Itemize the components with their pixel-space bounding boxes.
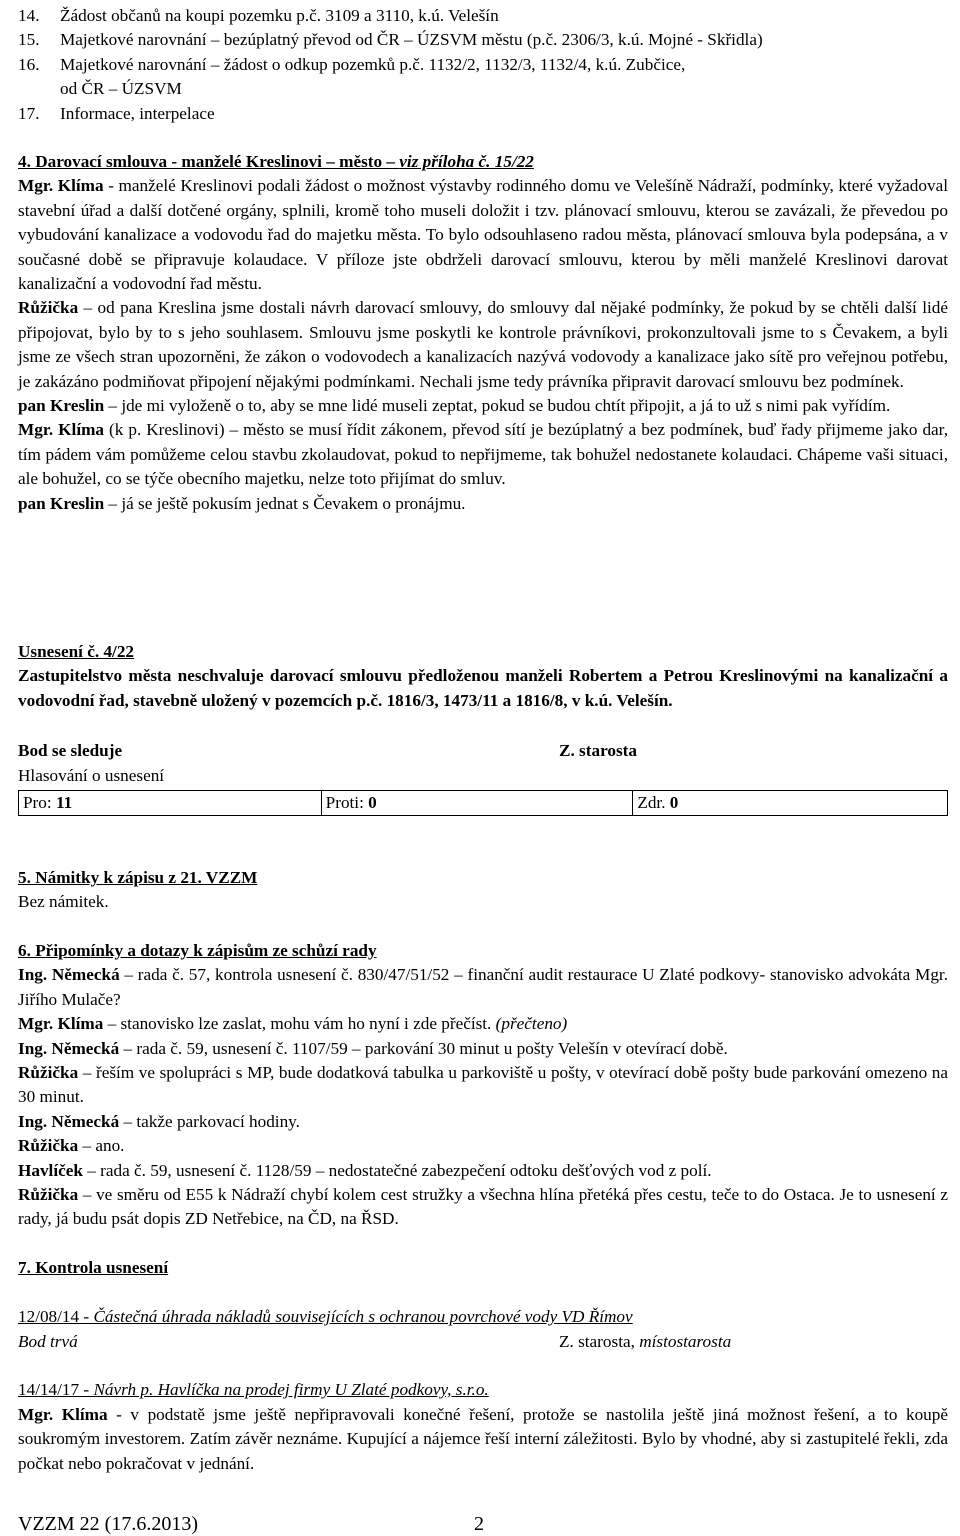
resolution-title: Usnesení č. 4/22 [18, 642, 135, 661]
section-4-heading: 4. Darovací smlouva - manželé Kreslinovi – město – viz příloha č. 15/22 [18, 152, 534, 171]
speech-paragraph: pan Kreslin – jde mi vyloženě o to, aby se mne lidé museli zeptat, pokud se budou chtít připojit, a já to už s nimi pak vyřídím. [18, 396, 891, 416]
vote-proti-cell: Proti: 0 [321, 791, 633, 816]
speech-paragraph: Mgr. Klíma – stanovisko lze zaslat, mohu vám ho nyní i zde přečíst. (přečteno) [18, 1014, 568, 1034]
speech-paragraph: Mgr. Klíma - manželé Kreslinovi podali žádost o možnost výstavby rodinného domu ve Velešíně Nádraží, podmínky, které vyžadoval stavební úřad a další dotčené orgány, splnili, kromě toho museli doložit i tzv. plánovací smlouvu, kterou se zavázali, že převedou po vybudování kanalizace a vodovodu řad do majetku města. To bylo odsouhlaseno radou města, plánovací smlouva byla podepsána, a v současné době se připravuje kolaudace. V příloze jste obdrželi darovací smlouvu, kterou by měli manželé Kreslinovi darovat kanalizační a vodovodní řad městu. [18, 176, 948, 294]
speech-paragraph: Růžička – řeším ve spolupráci s MP, bude dodatková tabulka u parkoviště u pošty, v otevírací době pošty bude parkování omezeno na 30 minut. [18, 1063, 948, 1107]
section-5 [18, 866, 948, 915]
section-4 [18, 150, 948, 516]
speech-paragraph: Mgr. Klíma (k p. Kreslinovi) – město se musí řídit zákonem, převod sítí je bezúplatný a bez podmínek, buď řady přijmeme jako dar, tím pádem vám pomůžeme celou stavbu zkolaudovat, pokud to nepřijmeme, tak bohužel nedostanete kolaudaci. Chápeme vaši situaci, ale bohužel, co se týče obecního majetku, nelze toto přijímat do smluv. [18, 420, 949, 489]
speech-paragraph: Růžička – ve směru od E55 k Nádraží chybí kolem cest stružky a všechna hlína přetéká přes cestu, teče to do Ostaca. Je to usnesení z rady, já budu psát dopis ZD Netřebice, na ČD, na ŘSD. [18, 1185, 948, 1229]
speech-paragraph: Ing. Německá – rada č. 57, kontrola usnesení č. 830/47/51/52 – finanční audit restaurace U Zlaté podkovy- stanovisko advokáta Mgr. Jiřího Mulače? [18, 965, 948, 1009]
section-5-text: Bez námitek. [18, 892, 109, 912]
resolution-check-item-1: 12/08/14 - Částečná úhrada nákladů souvisejících s ochranou povrchové vody VD Římov [18, 1307, 633, 1326]
item-2-discussion [18, 1403, 948, 1476]
agenda-item: 14. Žádost občanů na koupi pozemku p.č. 3109 a 3110, k.ú. Velešín [18, 6, 499, 25]
item-1-responsible: Z. starosta, místostarosta [559, 1332, 732, 1351]
agenda-item: 17. Informace, interpelace [18, 103, 215, 123]
footer-doc-id: VZZM 22 (17.6.2013) [18, 1513, 198, 1535]
speech-paragraph: Ing. Německá – takže parkovací hodiny. [18, 1111, 300, 1131]
section-6-heading: 6. Připomínky a dotazy k zápisům ze schůzí rady [18, 941, 377, 960]
speech-paragraph: pan Kreslin – já se ještě pokusím jednat s Čevakem o pronájmu. [18, 493, 466, 513]
section-6 [18, 939, 948, 1232]
speech-paragraph: Ing. Německá – rada č. 59, usnesení č. 1107/59 – parkování 30 minut u pošty Velešín v otevírací době. [18, 1038, 728, 1058]
section-7-heading: 7. Kontrola usnesení [18, 1258, 169, 1277]
agenda-item: od ČR – ÚZSVM [60, 79, 182, 99]
section-5-heading: 5. Námitky k zápisu z 21. VZZM [18, 868, 258, 887]
vote-zdr-cell: Zdr. 0 [633, 791, 948, 816]
vote-table [18, 790, 948, 816]
agenda-item: 15. Majetkové narovnání – bezúplatný převod od ČR – ÚZSVM městu (p.č. 2306/3, k.ú. Mojné - Skřidla) [18, 30, 763, 50]
footer-page-number: 2 [474, 1513, 484, 1535]
vote-label: Hlasování o usnesení [18, 766, 165, 785]
item-1-status: Bod trvá [18, 1332, 78, 1351]
resolution-status: Bod se sleduje [18, 741, 123, 760]
vote-pro-cell: Pro: 11 [19, 791, 322, 816]
resolution-responsible: Z. starosta [559, 741, 637, 760]
speech-paragraph: Havlíček – rada č. 59, usnesení č. 1128/59 – nedostatečné zabezpečení odtoku dešťových vod z polí. [18, 1160, 712, 1180]
resolution-block [18, 640, 948, 713]
agenda-item: 16. Majetkové narovnání – žádost o odkup pozemků p.č. 1132/2, 1132/3, 1132/4, k.ú. Zubčice, [18, 54, 686, 74]
speech-paragraph: Růžička – od pana Kreslina jsme dostali návrh darovací smlouvy, do smlouvy dal nějaké podmínky, že pokud by se chtěli další lidé připojovat, bylo by to s jeho souhlasem. Smlouvu jsme poskytli ke kontrole právníkovi, prokonzultovali jsme to s Čevakem, a byli jsme ze všech stran upozorněni, že zákon o vodovodech a kanalizacích nazývá vodovody a kanalizace jako sítě pro veřejnou potřebu, je zakázáno podmiňovat připojení nějakými podmínkami. Nechali jsme tedy právníka připravit darovací smlouvu bez podmínek. [18, 298, 948, 391]
resolution-text: Zastupitelstvo města neschvaluje darovací smlouvu předloženou manželi Robertem a Petrou Kreslinovými na kanalizační a vodovodní řad, stavebně uložený v pozemcích p.č. 1816/3, 1473/11 a 1816/8, v k.ú. Velešín. [18, 666, 948, 710]
agenda-list [18, 4, 763, 126]
speech-paragraph: Mgr. Klíma - v podstatě jsme ještě nepřipravovali konečné řešení, protože se nastolila ještě jiná možnost řešení, a to koupě soukromým investorem. Zatím závěr neznáme. Kupující a nájemce řeší interní záležitosti. Bylo by vhodné, aby si zastupitelé řekli, zda počkat nebo pokračovat v jednání. [18, 1405, 948, 1473]
resolution-check-item-2: 14/14/17 - Návrh p. Havlíčka na prodej firmy U Zlaté podkovy, s.r.o. [18, 1380, 489, 1399]
speech-paragraph: Růžička – ano. [18, 1136, 125, 1156]
